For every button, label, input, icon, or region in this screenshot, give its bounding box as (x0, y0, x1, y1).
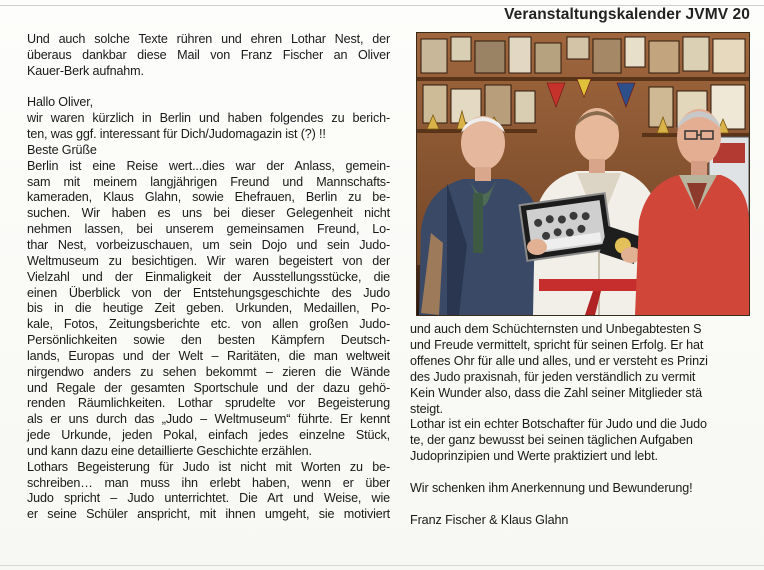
text-line: und auch dem Schüchternsten und Unbegabtesten S (410, 322, 702, 336)
text-line: sam mit meinem langjährigen Freund und Mannschafts- (27, 174, 390, 189)
right-paragraph-1 (410, 322, 755, 417)
text-line: einen Überblick von der Entstehungsgeschichte des Judo (27, 285, 390, 300)
text-line: steigt. (410, 401, 443, 416)
text-line: Hallo Oliver, (27, 95, 93, 110)
text-line: Lothars Begeisterung für Judo ist nicht mit Worten zu be- (27, 459, 390, 474)
text-line: als er uns durch das „Judo – Weltmuseum“ führte. Er kennt (27, 412, 390, 427)
text-line: kale, Fotos, Zeitungsberichte etc. von allen großen Judo- (27, 317, 390, 332)
text-line: Kein Wunder also, dass die Zahl seiner Mitglieder stä (410, 385, 702, 400)
text-line: bis in die heutige Zeit geben. Urkunden, Medaillen, Po- (27, 301, 390, 316)
closing-sentence: Wir schenken ihm Anerkennung und Bewunderung! (410, 481, 693, 496)
text-line: schreiben… man muss ihn erlebt haben, wenn er über (27, 475, 390, 490)
text-line: ten, was ggf. interessant für Dich/Judomagazin ist (?) !! (27, 127, 326, 142)
letter-greeting (27, 95, 390, 158)
text-line: renden Räumlichkeiten. Lothar sprudelte vor Begeisterung (27, 396, 390, 411)
text-line: nirgendwo anders zu sehen bekommt – zieren die Wände (27, 364, 390, 379)
text-line: Kauer-Berk aufnahm. (27, 63, 144, 78)
text-line: nehmen lassen, bei unserem gemeinsamen Freund, Lo- (27, 222, 390, 237)
text-line: Persönlichkeiten sowie den besten Kämpfern Deutsch- (27, 333, 390, 348)
text-line: und Regale der gesamten Sportschule und der dazu gehö- (27, 380, 390, 395)
photo-three-men-icon (416, 32, 750, 316)
text-line: te, der ganz bewusst bei seinen täglichen Aufgaben (410, 433, 693, 448)
text-line: überaus dankbar diese Mail von Franz Fischer an Oliver (27, 47, 390, 62)
right-paragraph-2 (410, 417, 755, 465)
page-header-title: Veranstaltungskalender JVMV 20 (504, 6, 750, 23)
text-line: lands, Europas und der Welt – Raritäten, die man weltweit (27, 348, 390, 363)
text-line: Weltmuseum zu besichtigen. Wir waren begeistert von der (27, 253, 390, 268)
letter-body (27, 159, 390, 523)
left-text-column (27, 32, 390, 523)
text-line: offenes Ohr für alle und alles, und er versteht es Prinzi (410, 353, 708, 368)
text-line: thar Nest, vorbeizuschauen, um sein Dojo und sein Judo- (27, 237, 390, 252)
text-line: Vielzahl und der Einmaligkeit der Ausstellungsstücke, die (27, 269, 390, 284)
text-line: und kann dazu eine detaillierte Geschichte erzählen. (27, 443, 312, 458)
text-line: jede Urkunde, jeden Pokal, einfach jedes einzelne Stück, (27, 428, 390, 443)
text-line: Berlin ist eine Reise wert...dies war der Anlass, gemein- (27, 158, 390, 173)
intro-paragraph (27, 32, 390, 80)
bottom-rule (0, 565, 764, 566)
text-line: wir waren kürzlich in Berlin und haben folgendes zu berich- (27, 111, 390, 126)
text-line: suchen. Wir haben es uns bei dieser Gelegenheit nicht (27, 206, 390, 221)
text-line: Judo spricht – Judo unterrichtet. Die Art und Weise, wie (27, 491, 390, 506)
signature: Franz Fischer & Klaus Glahn (410, 512, 569, 527)
text-line: und Freude vermittelt, spricht für seinen Erfolg. Er hat (410, 337, 704, 352)
text-line: Lothar ist ein echter Botschafter für Judo und die Judo (410, 417, 707, 432)
text-line: Und auch solche Texte rühren und ehren Lothar Nest, der (27, 32, 390, 46)
text-line: des Judo praxisnah, für jeden verständlich zu vermit (410, 369, 696, 384)
text-line: Beste Grüße (27, 142, 97, 157)
text-line: er seine Schüler anspricht, mit ihnen umgeht, sie motiviert (27, 507, 390, 522)
text-line: Judoprinzipien und Werte praktiziert und lebt. (410, 449, 658, 464)
right-text-column (410, 322, 755, 529)
text-line: kameraden, Klaus Glahn, sowie Ehefrauen, Berlin zu be- (27, 190, 390, 205)
